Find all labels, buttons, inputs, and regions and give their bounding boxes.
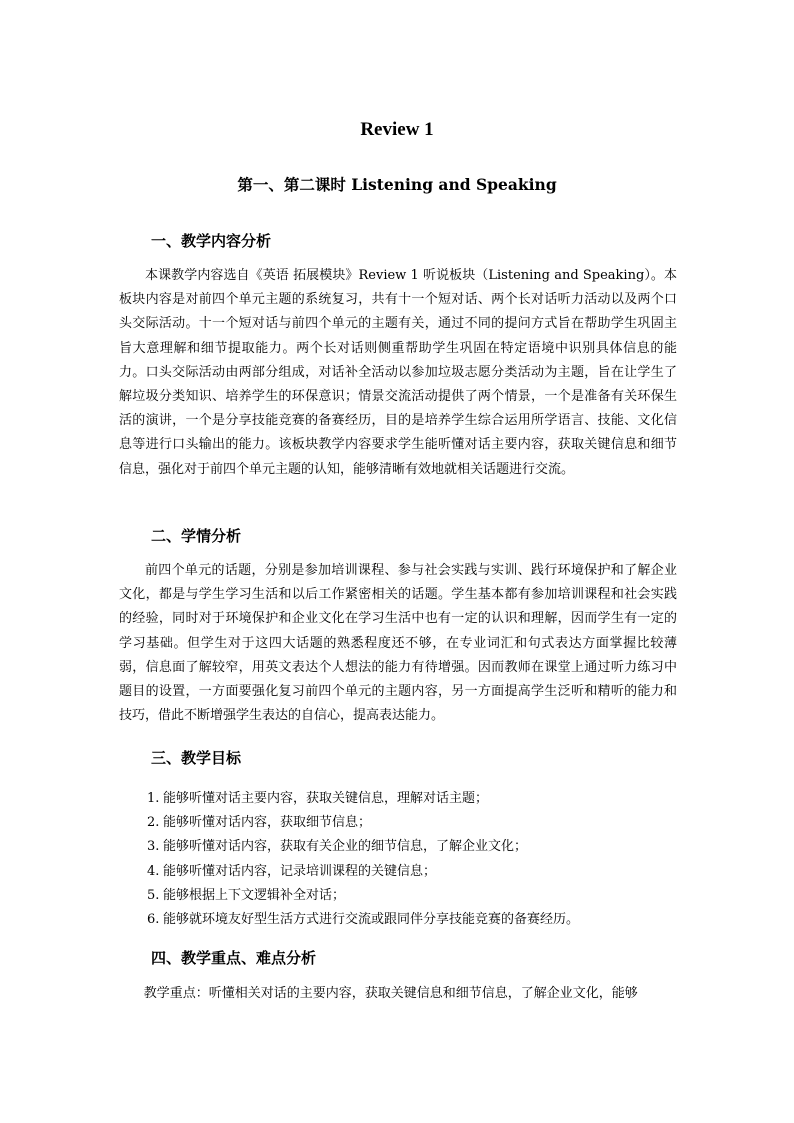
list-item <box>147 835 687 859</box>
list-item-text: 能够听懂对话内容，获取有关企业的细节信息，了解企业文化； <box>163 839 528 855</box>
list-item-text: 能够听懂对话主要内容，获取关键信息，理解对话主题； <box>163 791 489 806</box>
section-heading-key-difficult-points: 四、教学重点、难点分析 <box>151 949 317 967</box>
list-item-number: 1. <box>147 791 160 806</box>
lesson-subtitle: 第一、第二课时 Listening and Speaking <box>237 175 557 194</box>
list-item-number: 6. <box>147 912 160 928</box>
list-item <box>147 884 687 908</box>
list-item-text: 能够就环境友好型生活方式进行交流或跟同伴分享技能竞赛的备赛经历。 <box>163 912 580 928</box>
list-item <box>147 811 687 835</box>
document-title: Review 1 <box>360 119 434 140</box>
list-item-text: 能够根据上下文逻辑补全对话； <box>163 887 346 903</box>
section-paragraph-key-difficult-points: 教学重点：听懂相关对话的主要内容，获取关键信息和细节信息，了解企业文化，能够 <box>143 986 638 1001</box>
list-item-number: 4. <box>147 863 160 879</box>
list-item-text: 能够听懂对话内容，记录培训课程的关键信息； <box>163 863 437 879</box>
section-heading-student-analysis: 二、学情分析 <box>151 527 242 545</box>
section-paragraph-content-analysis: 本课教学内容选自《英语 拓展模块》Review 1 听说板块（Listening and Speaking）。本板块内容是对前四个单元主题的系统复习，共有十一个短对话、两个长对话听力活动以及两个口头交际活动。十一个短对话与前四个单元的主题有关，通过不同的提问方式旨在帮助学生巩固主旨大意理解和细节提取能力。两个长对话则侧重帮助学生巩固在特定语境中识别具体信息的能力。口头交际活动由两部分组成，对话补全活动以参加垃圾志愿分类活动为主题，旨在让学生了解垃圾分类知识、培养学生的环保意识；情景交流活动提供了两个情景，一个是准备有关环保生活的演讲，一个是分享技能竞赛的备赛经历，目的是培养学生综合运用所学语言、技能、文化信息等进行口头输出的能力。该板块教学内容要求学生能听懂对话主要内容，获取关键信息和细节信息，强化对于前四个单元主题的认知，能够清晰有效地就相关话题进行交流。 <box>119 268 677 477</box>
section-paragraph-student-analysis: 前四个单元的话题，分别是参加培训课程、参与社会实践与实训、践行环境保护和了解企业文化，都是与学生学习生活和以后工作紧密相关的话题。学生基本都有参加培训课程和社会实践的经验，同时对于环境保护和企业文化在学习生活中也有一定的认识和理解，因而学生有一定的学习基础。但学生对于这四大话题的熟悉程度还不够，在专业词汇和句式表达方面掌握比较薄弱，信息面了解较窄，用英文表达个人想法的能力有待增强。因而教师在课堂上通过听力练习中题目的设置，一方面要强化复习前四个单元的主题内容，另一方面提高学生泛听和精听的能力和技巧，借此不断增强学生表达的自信心，提高表达能力。 <box>119 563 677 724</box>
objectives-list <box>147 787 687 932</box>
list-item <box>147 860 687 884</box>
section-heading-teaching-objectives: 三、教学目标 <box>151 749 242 767</box>
list-item <box>147 908 687 932</box>
list-item-number: 2. <box>147 815 160 831</box>
list-item-number: 3. <box>147 839 160 855</box>
list-item <box>147 787 687 811</box>
list-item-number: 5. <box>147 887 160 903</box>
section-heading-content-analysis: 一、教学内容分析 <box>151 232 272 250</box>
list-item-text: 能够听懂对话内容，获取细节信息； <box>163 815 372 831</box>
